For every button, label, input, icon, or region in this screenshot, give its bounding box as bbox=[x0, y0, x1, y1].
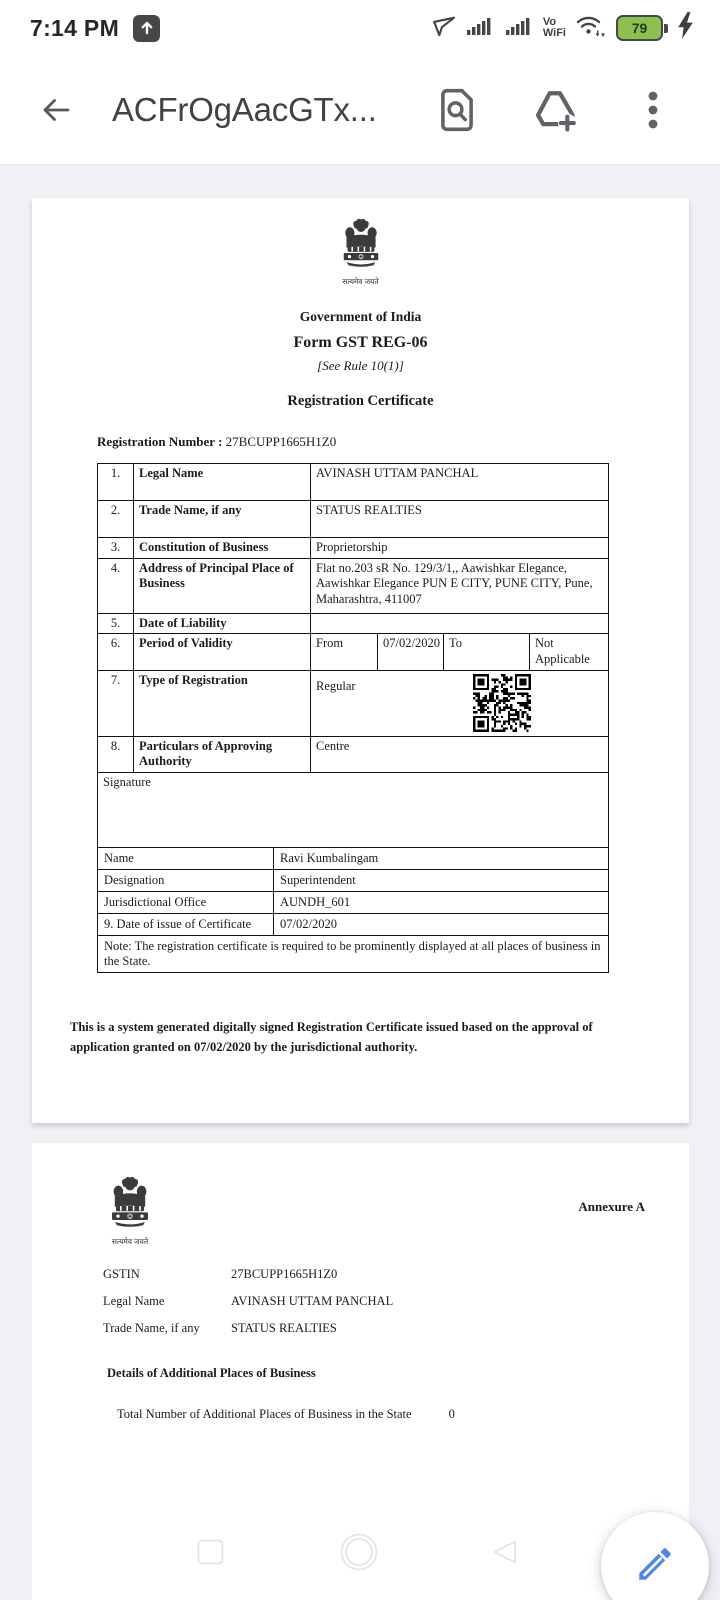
add-to-drive-icon[interactable] bbox=[532, 87, 578, 133]
pencil-icon bbox=[634, 1543, 676, 1590]
vowifi-indicator: Vo WiFi bbox=[542, 16, 566, 39]
field-row: Legal Name AVINASH UTTAM PANCHAL bbox=[103, 1294, 394, 1308]
table-row: Name Ravi Kumbalingam bbox=[98, 847, 609, 869]
app-bar bbox=[0, 56, 720, 166]
additional-places-heading: Details of Additional Places of Business bbox=[107, 1366, 316, 1380]
table-row: Designation Superintendent bbox=[98, 869, 609, 891]
clock: 7:14 PM bbox=[30, 14, 120, 41]
back-button[interactable] bbox=[34, 88, 78, 132]
emblem-motto: सत्यमेव जयते bbox=[342, 277, 379, 286]
table-row: 4. Address of Principal Place of Business Flat no.203 sR No. 129/3/1,, Aawishkar Elegance, Aawishkar Elegance PUN E CITY, PUNE CITY, Pune, Maharashtra, 411007 bbox=[98, 558, 609, 613]
battery-icon: 79 bbox=[616, 15, 668, 41]
table-row: 3. Constitution of Business Proprietorship bbox=[98, 538, 609, 559]
registration-number: Registration Number : 27BCUPP1665H1Z0 bbox=[97, 434, 337, 449]
location-icon bbox=[430, 13, 456, 44]
status-bar bbox=[0, 0, 720, 56]
cellular-signal-icon bbox=[465, 14, 495, 43]
table-row: 2. Trade Name, if any STATUS REALTIES bbox=[98, 501, 609, 538]
table-row-validity: 6. Period of Validity From 07/02/2020 To Not Applicable bbox=[98, 634, 609, 670]
qr-code bbox=[473, 674, 531, 732]
field-row: Trade Name, if any STATUS REALTIES bbox=[103, 1321, 337, 1335]
nav-back-button[interactable] bbox=[490, 1538, 518, 1571]
cellular-signal-icon-2 bbox=[504, 14, 534, 43]
heading-government: Government of India bbox=[299, 309, 422, 324]
india-emblem-icon bbox=[106, 1218, 154, 1235]
heading-rule: [See Rule 10(1)] bbox=[317, 358, 404, 373]
pdf-page-1 bbox=[32, 198, 689, 1123]
table-row-qr: 7. Type of Registration Regular bbox=[98, 670, 609, 736]
total-places-row: Total Number of Additional Places of Business in the State 0 bbox=[117, 1407, 455, 1421]
emblem-motto: सत्यमेव जयते bbox=[111, 1237, 149, 1246]
upload-icon bbox=[133, 15, 160, 42]
pdf-viewer-scroll-area[interactable] bbox=[0, 166, 720, 1600]
table-row-note: Note: The registration certificate is required to be prominently displayed at all places of business in the State. bbox=[98, 935, 609, 972]
table-row: 9. Date of issue of Certificate 07/02/2020 bbox=[98, 913, 609, 935]
overflow-menu-icon[interactable] bbox=[630, 87, 676, 133]
field-row: GSTIN 27BCUPP1665H1Z0 bbox=[103, 1267, 338, 1281]
nav-recents-button[interactable] bbox=[197, 1539, 224, 1570]
wifi-icon bbox=[575, 12, 607, 44]
table-row: 5. Date of Liability bbox=[98, 613, 609, 634]
annexure-fields bbox=[103, 1267, 689, 1336]
document-title: ACFrOgAacGTx... bbox=[112, 91, 377, 128]
search-in-document-icon[interactable] bbox=[434, 87, 480, 133]
table-row: 8. Particulars of Approving Authority Centre bbox=[98, 736, 609, 772]
nav-home-button[interactable] bbox=[339, 1532, 379, 1577]
certificate-table bbox=[97, 463, 608, 973]
system-generated-note: This is a system generated digitally signed Registration Certificate issued based on the approval of application granted on 07/02/2020 by the jurisdictional authority. bbox=[70, 1019, 593, 1054]
heading-form: Form GST REG-06 bbox=[293, 334, 428, 351]
annexure-label: Annexure A bbox=[578, 1199, 645, 1214]
india-emblem-icon bbox=[338, 258, 384, 275]
heading-certificate: Registration Certificate bbox=[287, 393, 434, 409]
table-row: 1. Legal Name AVINASH UTTAM PANCHAL bbox=[98, 464, 609, 501]
table-row-signature: Signature bbox=[98, 772, 609, 847]
charging-bolt-icon bbox=[677, 12, 694, 44]
table-row: Jurisdictional Office AUNDH_601 bbox=[98, 891, 609, 913]
